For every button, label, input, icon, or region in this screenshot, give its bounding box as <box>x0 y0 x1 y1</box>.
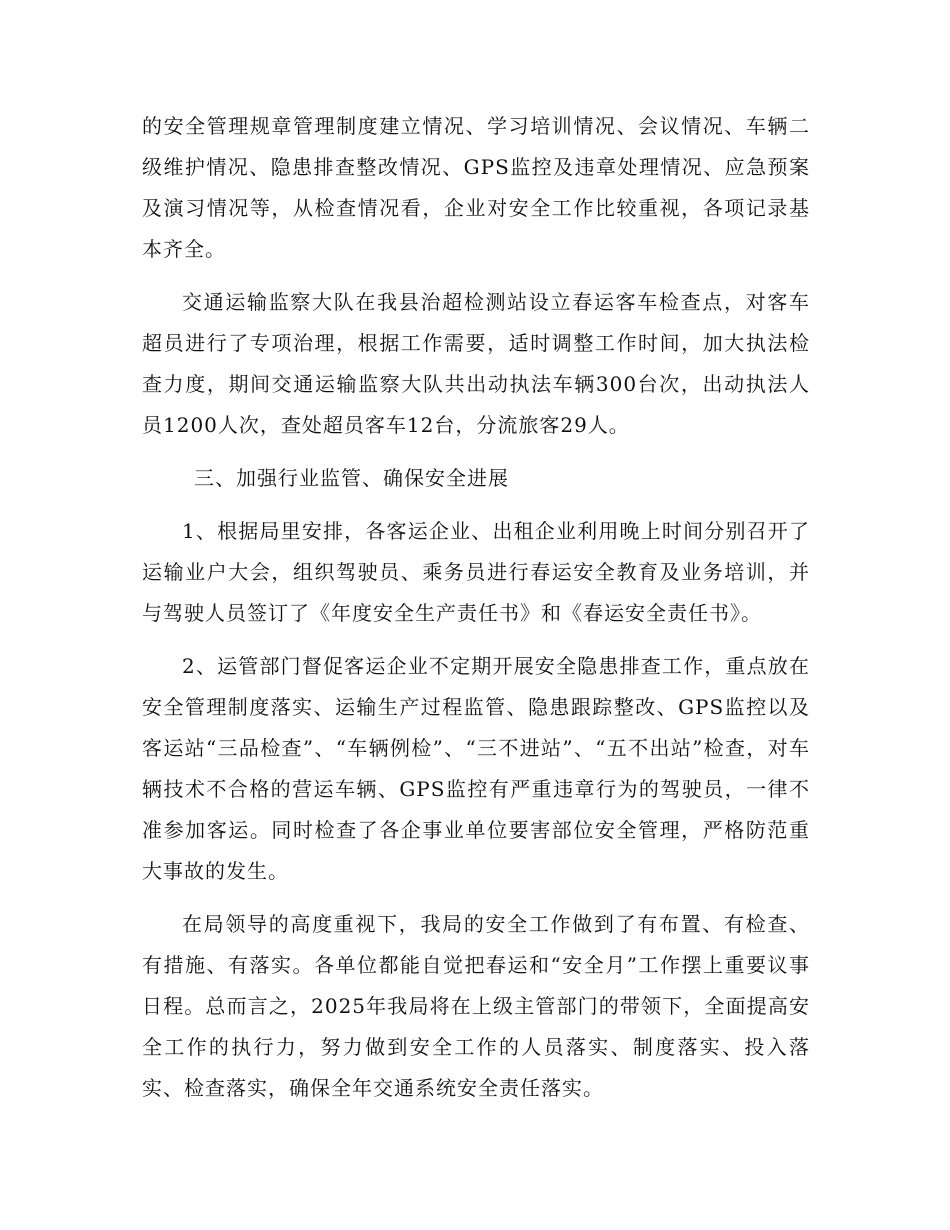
document-body <box>142 106 810 1121</box>
section-heading-3: 三、加强行业监管、确保安全进展 <box>194 466 509 490</box>
paragraph-item-2: 2、运管部门督促客运企业不定期开展安全隐患排查工作，重点放在安全管理制度落实、运输生产过程监管、隐患跟踪整改、GPS监控以及客运站“三品检查”、“车辆例检”、“三不进站”、“五不出站”检查，对车辆技术不合格的营运车辆、GPS监控有严重违章行为的驾驶员，一律不准参加客运。同时检查了各企事业单位要害部位安全管理，严格防范重大事故的发生。 <box>142 654 810 883</box>
paragraph-conclusion: 在局领导的高度重视下，我局的安全工作做到了有布置、有检查、有措施、有落实。各单位都能自觉把春运和“安全月”工作摆上重要议事日程。总而言之，2025年我局将在上级主管部门的带领下，全面提高安全工作的执行力，努力做到安全工作的人员落实、制度落实、投入落实、检查落实，确保全年交通系统安全责任落实。 <box>142 912 810 1100</box>
paragraph-item-1: 1、根据局里安排，各客运企业、出租企业利用晚上时间分别召开了运输业户大会，组织驾驶员、乘务员进行春运安全教育及业务培训，并与驾驶人员签订了《年度安全生产责任书》和《春运安全责任书》。 <box>142 519 810 625</box>
paragraph-inspection-point: 交通运输监察大队在我县治超检测站设立春运客车检查点，对客车超员进行了专项治理，根据工作需要，适时调整工作时间，加大执法检查力度，期间交通运输监察大队共出动执法车辆300台次，出动执法人员1200人次，查处超员客车12台，分流旅客29人。 <box>142 290 810 437</box>
paragraph-safety-records: 的安全管理规章管理制度建立情况、学习培训情况、会议情况、车辆二级维护情况、隐患排查整改情况、GPS监控及违章处理情况、应急预案及演习情况等，从检查情况看，企业对安全工作比较重视，各项记录基本齐全。 <box>142 114 810 261</box>
